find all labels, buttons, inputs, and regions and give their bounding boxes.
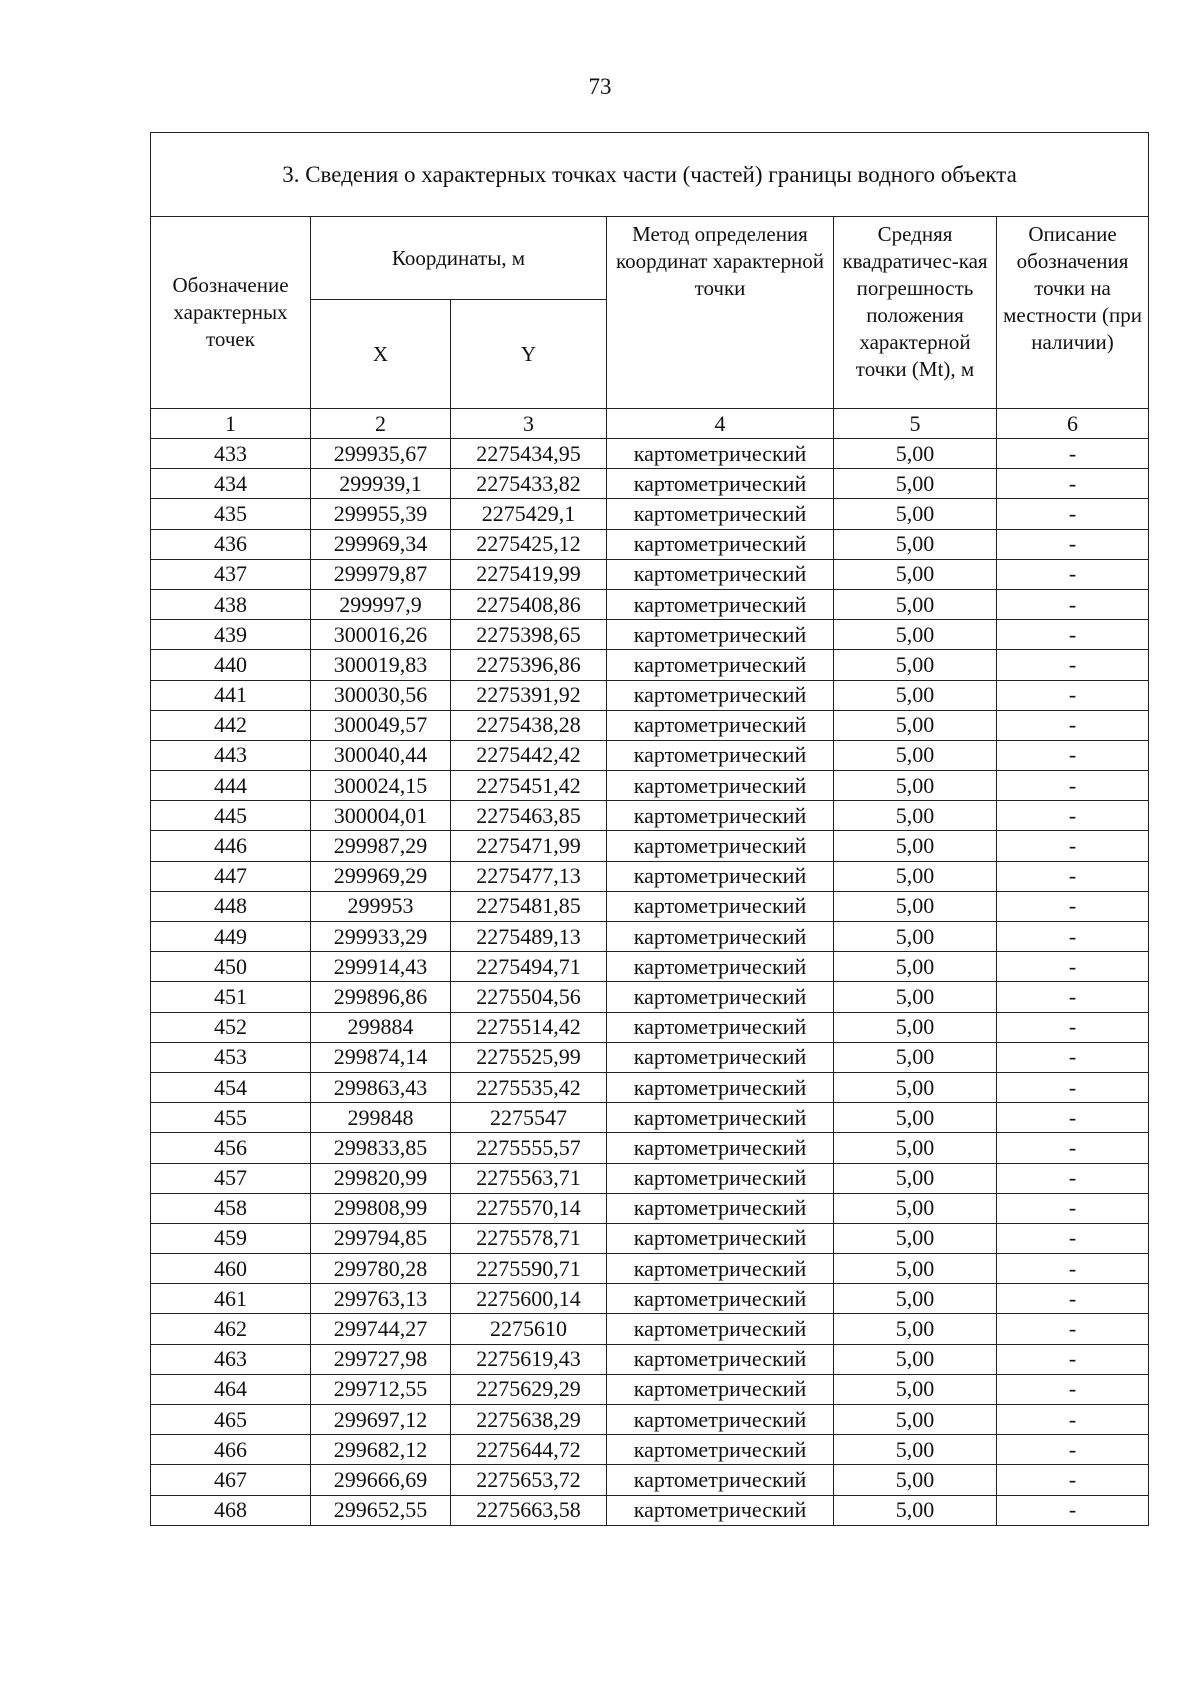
error-cell: 5,00	[834, 982, 997, 1012]
y-coordinate-cell: 2275600,14	[451, 1284, 607, 1314]
error-cell: 5,00	[834, 861, 997, 891]
y-coordinate-cell: 2275619,43	[451, 1344, 607, 1374]
error-cell: 5,00	[834, 1072, 997, 1102]
x-coordinate-cell: 299744,27	[311, 1314, 451, 1344]
x-coordinate-cell: 299848	[311, 1103, 451, 1133]
table-row	[151, 1284, 1149, 1314]
description-cell: -	[997, 1344, 1149, 1374]
method-cell: картометрический	[607, 801, 834, 831]
description-cell: -	[997, 1254, 1149, 1284]
header-x: X	[311, 300, 451, 409]
table-row	[151, 559, 1149, 589]
column-number: 1	[151, 409, 311, 439]
section-title: 3. Сведения о характерных точках части (частей) границы водного объекта	[151, 133, 1149, 217]
point-number-cell: 438	[151, 589, 311, 619]
method-cell: картометрический	[607, 439, 834, 469]
header-point-designation: Обозначение характерных точек	[151, 217, 311, 409]
description-cell: -	[997, 589, 1149, 619]
description-cell: -	[997, 680, 1149, 710]
table-row	[151, 529, 1149, 559]
description-cell: -	[997, 1405, 1149, 1435]
description-cell: -	[997, 1072, 1149, 1102]
x-coordinate-cell: 300049,57	[311, 710, 451, 740]
description-cell: -	[997, 771, 1149, 801]
y-coordinate-cell: 2275525,99	[451, 1042, 607, 1072]
table-row	[151, 469, 1149, 499]
point-number-cell: 452	[151, 1012, 311, 1042]
point-number-cell: 434	[151, 469, 311, 499]
x-coordinate-cell: 299652,55	[311, 1495, 451, 1525]
header-y: Y	[451, 300, 607, 409]
description-cell: -	[997, 439, 1149, 469]
x-coordinate-cell: 299997,9	[311, 589, 451, 619]
y-coordinate-cell: 2275408,86	[451, 589, 607, 619]
method-cell: картометрический	[607, 1465, 834, 1495]
error-cell: 5,00	[834, 1284, 997, 1314]
point-number-cell: 462	[151, 1314, 311, 1344]
method-cell: картометрический	[607, 529, 834, 559]
method-cell: картометрический	[607, 1223, 834, 1253]
description-cell: -	[997, 740, 1149, 770]
x-coordinate-cell: 299939,1	[311, 469, 451, 499]
table-row	[151, 1133, 1149, 1163]
x-coordinate-cell: 299820,99	[311, 1163, 451, 1193]
error-cell: 5,00	[834, 922, 997, 952]
point-number-cell: 454	[151, 1072, 311, 1102]
table-row	[151, 680, 1149, 710]
description-cell: -	[997, 1042, 1149, 1072]
error-cell: 5,00	[834, 529, 997, 559]
table-row	[151, 1314, 1149, 1344]
points-table	[150, 132, 1149, 1526]
y-coordinate-cell: 2275391,92	[451, 680, 607, 710]
x-coordinate-cell: 299697,12	[311, 1405, 451, 1435]
table-row	[151, 589, 1149, 619]
point-number-cell: 468	[151, 1495, 311, 1525]
table-row	[151, 982, 1149, 1012]
error-cell: 5,00	[834, 499, 997, 529]
point-number-cell: 456	[151, 1133, 311, 1163]
y-coordinate-cell: 2275504,56	[451, 982, 607, 1012]
error-cell: 5,00	[834, 710, 997, 740]
method-cell: картометрический	[607, 1435, 834, 1465]
table-row	[151, 740, 1149, 770]
method-cell: картометрический	[607, 1405, 834, 1435]
error-cell: 5,00	[834, 1465, 997, 1495]
x-coordinate-cell: 299969,34	[311, 529, 451, 559]
error-cell: 5,00	[834, 831, 997, 861]
y-coordinate-cell: 2275578,71	[451, 1223, 607, 1253]
x-coordinate-cell: 299914,43	[311, 952, 451, 982]
x-coordinate-cell: 299896,86	[311, 982, 451, 1012]
point-number-cell: 465	[151, 1405, 311, 1435]
y-coordinate-cell: 2275481,85	[451, 891, 607, 921]
x-coordinate-cell: 300004,01	[311, 801, 451, 831]
table-row	[151, 1435, 1149, 1465]
description-cell: -	[997, 1374, 1149, 1404]
y-coordinate-cell: 2275398,65	[451, 620, 607, 650]
table-row	[151, 891, 1149, 921]
point-number-cell: 441	[151, 680, 311, 710]
header-coordinates: Координаты, м	[311, 217, 607, 300]
description-cell: -	[997, 559, 1149, 589]
x-coordinate-cell: 299979,87	[311, 559, 451, 589]
y-coordinate-cell: 2275570,14	[451, 1193, 607, 1223]
method-cell: картометрический	[607, 1163, 834, 1193]
table-row	[151, 1042, 1149, 1072]
point-number-cell: 439	[151, 620, 311, 650]
table-row	[151, 1103, 1149, 1133]
description-cell: -	[997, 1495, 1149, 1525]
x-coordinate-cell: 299955,39	[311, 499, 451, 529]
point-number-cell: 433	[151, 439, 311, 469]
error-cell: 5,00	[834, 1435, 997, 1465]
point-number-cell: 457	[151, 1163, 311, 1193]
table-row	[151, 650, 1149, 680]
x-coordinate-cell: 299987,29	[311, 831, 451, 861]
method-cell: картометрический	[607, 740, 834, 770]
table-row	[151, 1163, 1149, 1193]
point-number-cell: 437	[151, 559, 311, 589]
error-cell: 5,00	[834, 891, 997, 921]
point-number-cell: 446	[151, 831, 311, 861]
description-cell: -	[997, 499, 1149, 529]
description-cell: -	[997, 1314, 1149, 1344]
method-cell: картометрический	[607, 589, 834, 619]
method-cell: картометрический	[607, 1495, 834, 1525]
y-coordinate-cell: 2275489,13	[451, 922, 607, 952]
column-numbers-row	[151, 409, 1149, 439]
x-coordinate-cell: 299933,29	[311, 922, 451, 952]
method-cell: картометрический	[607, 710, 834, 740]
method-cell: картометрический	[607, 831, 834, 861]
x-coordinate-cell: 299763,13	[311, 1284, 451, 1314]
x-coordinate-cell: 299935,67	[311, 439, 451, 469]
point-number-cell: 464	[151, 1374, 311, 1404]
x-coordinate-cell: 300019,83	[311, 650, 451, 680]
x-coordinate-cell: 299833,85	[311, 1133, 451, 1163]
description-cell: -	[997, 710, 1149, 740]
point-number-cell: 458	[151, 1193, 311, 1223]
description-cell: -	[997, 620, 1149, 650]
point-number-cell: 455	[151, 1103, 311, 1133]
error-cell: 5,00	[834, 1163, 997, 1193]
error-cell: 5,00	[834, 1193, 997, 1223]
method-cell: картометрический	[607, 620, 834, 650]
x-coordinate-cell: 299884	[311, 1012, 451, 1042]
description-cell: -	[997, 891, 1149, 921]
header-description: Описание обозначения точки на местности (при наличии)	[997, 217, 1149, 409]
point-number-cell: 435	[151, 499, 311, 529]
method-cell: картометрический	[607, 922, 834, 952]
y-coordinate-cell: 2275638,29	[451, 1405, 607, 1435]
description-cell: -	[997, 469, 1149, 499]
table-row	[151, 952, 1149, 982]
x-coordinate-cell: 299682,12	[311, 1435, 451, 1465]
x-coordinate-cell: 299808,99	[311, 1193, 451, 1223]
description-cell: -	[997, 1465, 1149, 1495]
y-coordinate-cell: 2275610	[451, 1314, 607, 1344]
description-cell: -	[997, 801, 1149, 831]
error-cell: 5,00	[834, 620, 997, 650]
error-cell: 5,00	[834, 801, 997, 831]
error-cell: 5,00	[834, 1042, 997, 1072]
method-cell: картометрический	[607, 1374, 834, 1404]
y-coordinate-cell: 2275451,42	[451, 771, 607, 801]
point-number-cell: 463	[151, 1344, 311, 1374]
table-row	[151, 439, 1149, 469]
y-coordinate-cell: 2275494,71	[451, 952, 607, 982]
table-row	[151, 771, 1149, 801]
table-row	[151, 1465, 1149, 1495]
point-number-cell: 453	[151, 1042, 311, 1072]
x-coordinate-cell: 299666,69	[311, 1465, 451, 1495]
error-cell: 5,00	[834, 952, 997, 982]
y-coordinate-cell: 2275653,72	[451, 1465, 607, 1495]
table-row	[151, 1012, 1149, 1042]
error-cell: 5,00	[834, 680, 997, 710]
y-coordinate-cell: 2275438,28	[451, 710, 607, 740]
y-coordinate-cell: 2275434,95	[451, 439, 607, 469]
description-cell: -	[997, 1193, 1149, 1223]
table-row	[151, 1072, 1149, 1102]
description-cell: -	[997, 1103, 1149, 1133]
y-coordinate-cell: 2275555,57	[451, 1133, 607, 1163]
point-number-cell: 449	[151, 922, 311, 952]
table-row	[151, 620, 1149, 650]
error-cell: 5,00	[834, 771, 997, 801]
description-cell: -	[997, 1163, 1149, 1193]
y-coordinate-cell: 2275419,99	[451, 559, 607, 589]
table-row	[151, 801, 1149, 831]
description-cell: -	[997, 982, 1149, 1012]
table-row	[151, 922, 1149, 952]
y-coordinate-cell: 2275425,12	[451, 529, 607, 559]
description-cell: -	[997, 1012, 1149, 1042]
error-cell: 5,00	[834, 469, 997, 499]
y-coordinate-cell: 2275477,13	[451, 861, 607, 891]
point-number-cell: 467	[151, 1465, 311, 1495]
method-cell: картометрический	[607, 952, 834, 982]
y-coordinate-cell: 2275563,71	[451, 1163, 607, 1193]
column-number: 5	[834, 409, 997, 439]
y-coordinate-cell: 2275590,71	[451, 1254, 607, 1284]
point-number-cell: 445	[151, 801, 311, 831]
method-cell: картометрический	[607, 1133, 834, 1163]
x-coordinate-cell: 299780,28	[311, 1254, 451, 1284]
point-number-cell: 451	[151, 982, 311, 1012]
error-cell: 5,00	[834, 740, 997, 770]
description-cell: -	[997, 1284, 1149, 1314]
table-row	[151, 1495, 1149, 1525]
table-row	[151, 1344, 1149, 1374]
method-cell: картометрический	[607, 469, 834, 499]
error-cell: 5,00	[834, 1344, 997, 1374]
x-coordinate-cell: 299727,98	[311, 1344, 451, 1374]
error-cell: 5,00	[834, 1374, 997, 1404]
method-cell: картометрический	[607, 1254, 834, 1284]
y-coordinate-cell: 2275471,99	[451, 831, 607, 861]
column-number: 4	[607, 409, 834, 439]
description-cell: -	[997, 861, 1149, 891]
error-cell: 5,00	[834, 439, 997, 469]
x-coordinate-cell: 300040,44	[311, 740, 451, 770]
header-error: Средняя квадратичес-кая погрешность положения характерной точки (Mt), м	[834, 217, 997, 409]
table-row	[151, 1193, 1149, 1223]
x-coordinate-cell: 299712,55	[311, 1374, 451, 1404]
description-cell: -	[997, 831, 1149, 861]
y-coordinate-cell: 2275629,29	[451, 1374, 607, 1404]
point-number-cell: 436	[151, 529, 311, 559]
method-cell: картометрический	[607, 1042, 834, 1072]
point-number-cell: 461	[151, 1284, 311, 1314]
description-cell: -	[997, 1133, 1149, 1163]
table-row	[151, 831, 1149, 861]
description-cell: -	[997, 529, 1149, 559]
y-coordinate-cell: 2275663,58	[451, 1495, 607, 1525]
point-number-cell: 466	[151, 1435, 311, 1465]
y-coordinate-cell: 2275396,86	[451, 650, 607, 680]
table-row	[151, 861, 1149, 891]
point-number-cell: 459	[151, 1223, 311, 1253]
x-coordinate-cell: 299794,85	[311, 1223, 451, 1253]
y-coordinate-cell: 2275433,82	[451, 469, 607, 499]
column-number: 3	[451, 409, 607, 439]
method-cell: картометрический	[607, 680, 834, 710]
description-cell: -	[997, 650, 1149, 680]
error-cell: 5,00	[834, 1223, 997, 1253]
method-cell: картометрический	[607, 1193, 834, 1223]
error-cell: 5,00	[834, 1012, 997, 1042]
method-cell: картометрический	[607, 982, 834, 1012]
x-coordinate-cell: 299969,29	[311, 861, 451, 891]
description-cell: -	[997, 1435, 1149, 1465]
x-coordinate-cell: 299953	[311, 891, 451, 921]
method-cell: картометрический	[607, 861, 834, 891]
method-cell: картометрический	[607, 1103, 834, 1133]
method-cell: картометрический	[607, 1072, 834, 1102]
error-cell: 5,00	[834, 1405, 997, 1435]
method-cell: картометрический	[607, 559, 834, 589]
method-cell: картометрический	[607, 1344, 834, 1374]
y-coordinate-cell: 2275429,1	[451, 499, 607, 529]
x-coordinate-cell: 299863,43	[311, 1072, 451, 1102]
description-cell: -	[997, 952, 1149, 982]
method-cell: картометрический	[607, 650, 834, 680]
y-coordinate-cell: 2275442,42	[451, 740, 607, 770]
error-cell: 5,00	[834, 1133, 997, 1163]
y-coordinate-cell: 2275644,72	[451, 1435, 607, 1465]
method-cell: картометрический	[607, 891, 834, 921]
error-cell: 5,00	[834, 589, 997, 619]
point-number-cell: 440	[151, 650, 311, 680]
error-cell: 5,00	[834, 1495, 997, 1525]
table-row	[151, 1254, 1149, 1284]
table-row	[151, 710, 1149, 740]
column-number: 6	[997, 409, 1149, 439]
y-coordinate-cell: 2275547	[451, 1103, 607, 1133]
error-cell: 5,00	[834, 1254, 997, 1284]
point-number-cell: 450	[151, 952, 311, 982]
page-number: 73	[588, 74, 612, 99]
point-number-cell: 443	[151, 740, 311, 770]
error-cell: 5,00	[834, 650, 997, 680]
y-coordinate-cell: 2275463,85	[451, 801, 607, 831]
y-coordinate-cell: 2275514,42	[451, 1012, 607, 1042]
x-coordinate-cell: 299874,14	[311, 1042, 451, 1072]
x-coordinate-cell: 300024,15	[311, 771, 451, 801]
table-row	[151, 499, 1149, 529]
header-method: Метод определения координат характерной точки	[607, 217, 834, 409]
method-cell: картометрический	[607, 771, 834, 801]
table-row	[151, 1374, 1149, 1404]
point-number-cell: 448	[151, 891, 311, 921]
x-coordinate-cell: 300030,56	[311, 680, 451, 710]
column-number: 2	[311, 409, 451, 439]
method-cell: картометрический	[607, 1284, 834, 1314]
error-cell: 5,00	[834, 1103, 997, 1133]
table-row	[151, 1405, 1149, 1435]
description-cell: -	[997, 922, 1149, 952]
error-cell: 5,00	[834, 1314, 997, 1344]
method-cell: картометрический	[607, 1314, 834, 1344]
error-cell: 5,00	[834, 559, 997, 589]
description-cell: -	[997, 1223, 1149, 1253]
x-coordinate-cell: 300016,26	[311, 620, 451, 650]
method-cell: картометрический	[607, 1012, 834, 1042]
point-number-cell: 442	[151, 710, 311, 740]
y-coordinate-cell: 2275535,42	[451, 1072, 607, 1102]
method-cell: картометрический	[607, 499, 834, 529]
point-number-cell: 460	[151, 1254, 311, 1284]
point-number-cell: 444	[151, 771, 311, 801]
point-number-cell: 447	[151, 861, 311, 891]
table-row	[151, 1223, 1149, 1253]
